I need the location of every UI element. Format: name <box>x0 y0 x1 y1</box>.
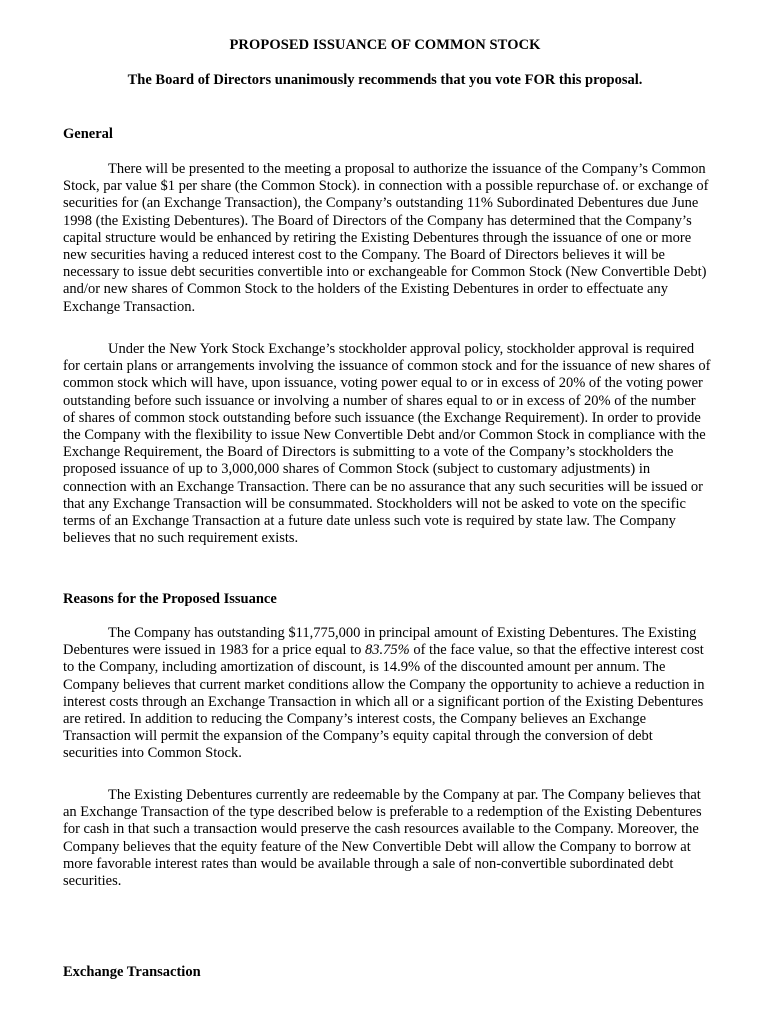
board-recommendation: The Board of Directors unanimously recommends that you vote FOR this proposal. <box>127 72 643 88</box>
reasons-paragraph-1-end: of the face value, so that the effective interest cost to the Company, including amortization of discount, is 14.9% of the discounted amount per annum. The Company believes that current market conditions allow the Company the opportunity to achieve a reduction in interest costs through an Exchange Transaction in which all or a significant portion of the Existing Debentures are retired. In addition to reducing the Company’s interest costs, the Company believes an Exchange Transaction will permit the expansion of the Company’s equity capital through the conversion of debt securities into Common Stock. <box>63 642 705 762</box>
section-heading-general: General <box>63 126 113 142</box>
reasons-paragraph-2: The Existing Debentures currently are redeemable by the Company at par. The Company believes that an Exchange Transaction of the type described below is preferable to a redemption of the Existing Debentures for cash in that such a transaction would preserve the cash resources available to the Company. Moreover, the Company believes that the equity feature of the New Convertible Debt will allow the Company to borrow at more favorable interest rates than would be available through a sale of non-convertible subordinated debt securities. <box>63 787 702 890</box>
reasons-paragraph-1 <box>63 625 711 763</box>
document-title: PROPOSED ISSUANCE OF COMMON STOCK <box>229 37 541 53</box>
section-heading-exchange: Exchange Transaction <box>63 964 201 980</box>
general-paragraph-2: Under the New York Stock Exchange’s stockholder approval policy, stockholder approval is required for certain plans or arrangements involving the issuance of common stock and for the issuance of new shares of common stock which will have, upon issuance, voting power equal to or in excess of 20% of the voting power outstanding before such issuance or involving a number of shares equal to or in excess of 20% of the number of shares of common stock outstanding before such issuance (the Exchange Requirement). In order to provide the Company with the flexibility to issue New Convertible Debt and/or Common Stock in compliance with the Exchange Requirement, the Board of Directors is submitting to a vote of the Company’s stockholders the proposed issuance of up to 3,000,000 shares of Common Stock (subject to customary adjustments) in connection with an Exchange Transaction. There can be no assurance that any such securities will be issued or that any Exchange Transaction will be consummated. Stockholders will not be asked to vote on the specific terms of an Exchange Transaction at a future date unless such vote is required by state law. The Company believes that no such requirement exists. <box>63 341 711 547</box>
reasons-paragraph-1-start: The Company has outstanding $11,775,000 in principal amount of Existing Debentures. The Existing Debentures were issued in 1983 for a price equal to <box>63 625 697 659</box>
issue-price-percent: 83.75% <box>364 642 410 659</box>
section-heading-reasons: Reasons for the Proposed Issuance <box>63 591 277 607</box>
general-paragraph-1: There will be presented to the meeting a proposal to authorize the issuance of the Company’s Common Stock, par value $1 per share (the Common Stock). in connection with a possible repurchase of. or exchange of securities for (an Exchange Transaction), the Company’s outstanding 11% Subordinated Debentures due June 1998 (the Existing Debentures). The Board of Directors of the Company has determined that the Company’s capital structure would be enhanced by retiring the Existing Debentures through the issuance of one or more new securities having a reduced interest cost to the Company. The Board of Directors believes it will be necessary to issue debt securities convertible into or exchangeable for Common Stock (New Convertible Debt) and/or new shares of Common Stock to the holders of the Existing Debentures in order to effectuate any Exchange Transaction. <box>63 161 709 315</box>
